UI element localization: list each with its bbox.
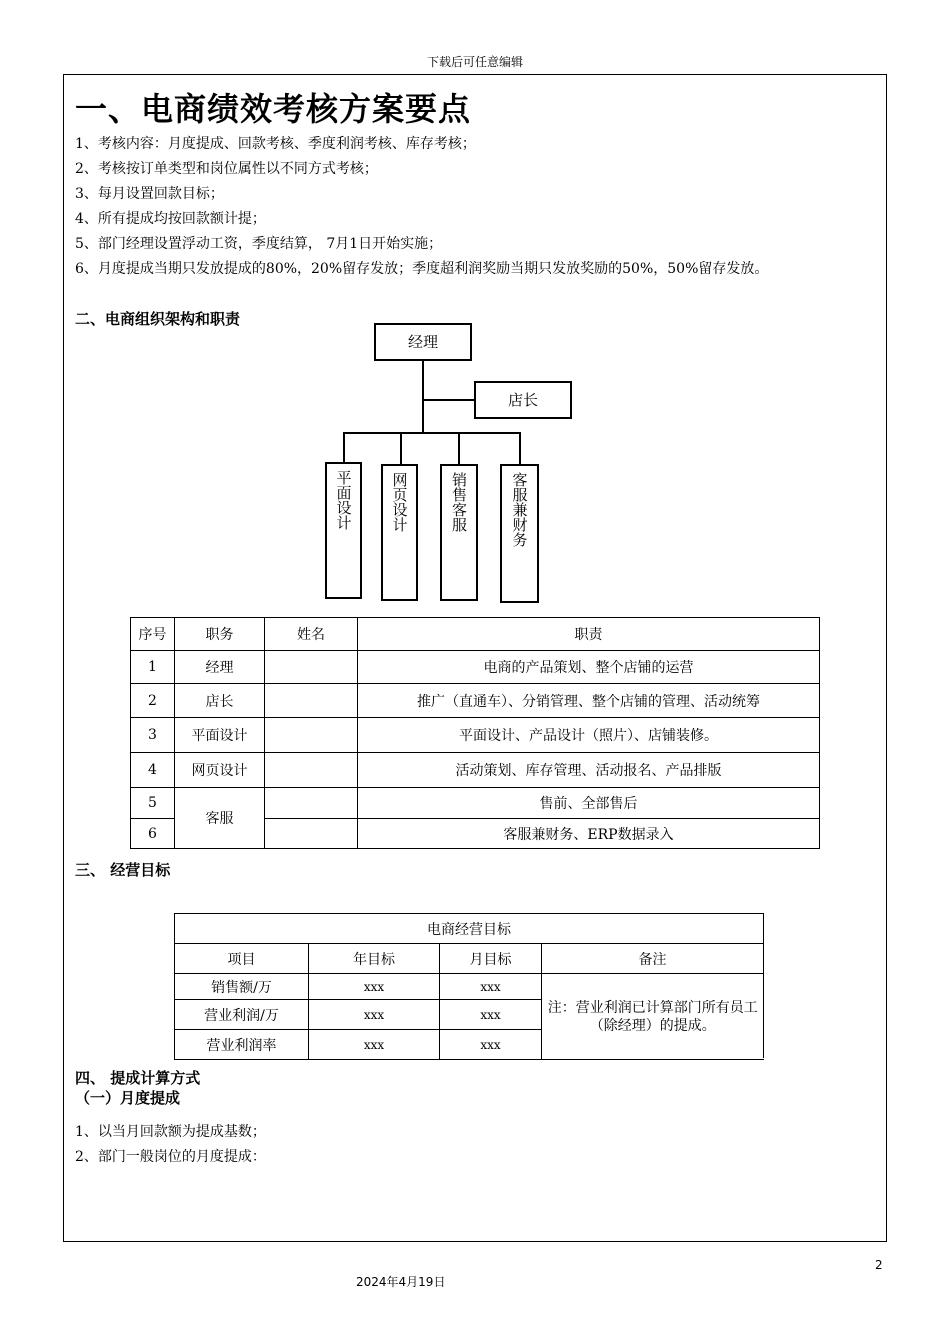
- table-cell: 活动策划、库存管理、活动报名、产品排版: [358, 753, 820, 788]
- table-cell: 营业利润/万: [175, 1000, 309, 1030]
- org-sub-graphic-design: [325, 462, 362, 599]
- org-sub-label: 平面设计: [334, 470, 353, 530]
- org-manager-box: 经理: [374, 323, 472, 361]
- point-6: 6、月度提成当期只发放提成的80%，20%留存发放；季度超利润奖励当期只发放奖励的50%，50%留存发放。: [75, 261, 769, 277]
- table-row: [131, 718, 820, 753]
- table-cell: xxx: [440, 1030, 542, 1060]
- page-number: 2: [875, 1258, 883, 1272]
- table-header: 职责: [358, 618, 820, 651]
- table-cell: 3: [131, 718, 175, 753]
- org-store-manager-box: 店长: [474, 381, 572, 419]
- table-header: 项目: [175, 944, 309, 974]
- table-header: 备注: [542, 944, 764, 974]
- table-cell: 网页设计: [175, 753, 265, 788]
- table-cell: [265, 651, 358, 684]
- table-cell: [265, 788, 358, 819]
- section-4-subtitle: （一）月度提成: [75, 1089, 181, 1107]
- table-cell: 平面设计、产品设计（照片）、店铺装修。: [358, 718, 820, 753]
- point-4: 4、所有提成均按回款额计提；: [75, 211, 266, 227]
- table-cell: 1: [131, 651, 175, 684]
- table-cell: 客服兼财务、ERP数据录入: [358, 819, 820, 849]
- table-cell: 5: [131, 788, 175, 819]
- section-4-point-2: 2、部门一般岗位的月度提成：: [75, 1149, 266, 1165]
- table-header: 年目标: [309, 944, 440, 974]
- target-note: 注：营业利润已计算部门所有员工（除经理）的提成。: [547, 999, 758, 1034]
- table-cell: 售前、全部售后: [358, 788, 820, 819]
- table-cell: 客服: [175, 788, 265, 849]
- section-4-point-1: 1、以当月回款额为提成基数；: [75, 1124, 266, 1140]
- table-caption: 电商经营目标: [175, 914, 764, 944]
- table-cell: 平面设计: [175, 718, 265, 753]
- table-caption-row: [175, 914, 764, 944]
- table-header-row: [175, 944, 764, 974]
- org-sub-label: 销售客服: [450, 472, 468, 532]
- table-cell: 推广（直通车）、分销管理、整个店铺的管理、活动统筹: [358, 684, 820, 718]
- point-2: 2、考核按订单类型和岗位属性以不同方式考核；: [75, 161, 378, 177]
- header-note: 下载后可任意编辑: [426, 55, 523, 69]
- table-cell: xxx: [309, 974, 440, 1000]
- table-cell: 经理: [175, 651, 265, 684]
- section-4-title: 四、 提成计算方式: [75, 1069, 201, 1087]
- table-cell: 销售额/万: [175, 974, 309, 1000]
- org-connector: [343, 432, 345, 462]
- table-row: [131, 788, 820, 819]
- org-sub-label: 网页设计: [390, 472, 409, 532]
- table-cell: 6: [131, 819, 175, 849]
- target-table: [174, 913, 764, 1060]
- table-header-row: [131, 618, 820, 651]
- org-sub-sales-service: [440, 464, 478, 601]
- section-3-title: 三、 经营目标: [75, 861, 171, 879]
- table-header: 职务: [175, 618, 265, 651]
- footer-date: 2024年4月19日: [356, 1275, 446, 1289]
- note-right-border: [763, 974, 764, 1058]
- table-cell: xxx: [309, 1030, 440, 1060]
- org-connector: [422, 361, 424, 433]
- table-cell: [265, 753, 358, 788]
- table-cell: xxx: [440, 1000, 542, 1030]
- table-cell: 营业利润率: [175, 1030, 309, 1060]
- section-2-title: 二、电商组织架构和职责: [75, 310, 241, 328]
- table-cell: xxx: [309, 1000, 440, 1030]
- page-title: 一、电商绩效考核方案要点: [75, 90, 472, 128]
- table-cell: 电商的产品策划、整个店铺的运营: [358, 651, 820, 684]
- point-3: 3、每月设置回款目标；: [75, 186, 224, 202]
- table-cell: xxx: [440, 974, 542, 1000]
- table-cell: 2: [131, 684, 175, 718]
- table-header: 月目标: [440, 944, 542, 974]
- point-5: 5、部门经理设置浮动工资，季度结算， 7月1日开始实施；: [75, 236, 443, 252]
- table-cell: [265, 819, 358, 849]
- table-cell: [265, 718, 358, 753]
- table-header: 姓名: [265, 618, 358, 651]
- table-row: [131, 684, 820, 718]
- org-connector: [458, 432, 460, 464]
- table-cell: [265, 684, 358, 718]
- table-row: [175, 974, 764, 1000]
- table-row: [131, 651, 820, 684]
- table-header: 序号: [131, 618, 175, 651]
- org-sub-service-finance: [500, 464, 539, 603]
- org-connector: [343, 432, 521, 434]
- org-connector: [519, 432, 521, 464]
- table-note-cell: [542, 974, 764, 1060]
- table-cell: 4: [131, 753, 175, 788]
- org-connector: [400, 432, 402, 464]
- org-sub-label: 客服兼财务: [510, 472, 529, 547]
- table-cell: 店长: [175, 684, 265, 718]
- point-1: 1、考核内容：月度提成、回款考核、季度利润考核、库存考核；: [75, 136, 476, 152]
- duty-table: [130, 617, 820, 849]
- table-row: [131, 753, 820, 788]
- org-sub-web-design: [381, 464, 418, 601]
- org-connector: [422, 399, 474, 401]
